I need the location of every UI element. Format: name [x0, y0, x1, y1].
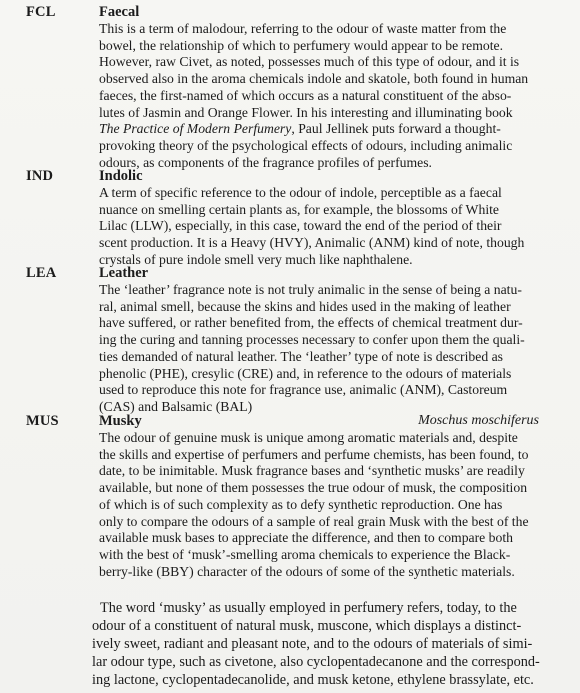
body-line-rest: , Paul Jellinek puts forward a thought-: [291, 121, 501, 137]
body-line: nuance on smelling certain plants as, for example, the blossoms of White: [99, 201, 500, 217]
body-line: ral, animal smell, because the skins and hides used in the making of leather: [99, 298, 511, 314]
body-line: crystals of pure indole smell very much like naphthalene.: [99, 251, 413, 267]
body-line: of which is of such complexity as to defy synthetic reproduction. One has: [99, 496, 503, 512]
entry-body: [99, 21, 539, 171]
body-line: The odour of genuine musk is unique among aromatic materials and, despite: [99, 430, 518, 445]
body-line: (CAS) and Balsamic (BAL): [99, 398, 253, 414]
body-line: used to reproduce this note for fragrance use, animalic (ANM), Castoreum: [99, 382, 508, 398]
entry-content: [99, 412, 539, 580]
body-line: This is a term of malodour, referring to the odour of waste matter from the: [99, 21, 507, 36]
entry-heading: Leather: [99, 265, 149, 281]
musky-paragraph: [92, 600, 562, 690]
body-line: ing the curing and tanning processes necessary to confer upon them the quali-: [99, 332, 525, 348]
latin-name: Moschus moschiferus: [418, 413, 539, 428]
paragraph-line: The word ‘musky’ as usually employed in perfumery refers, today, to the: [100, 600, 517, 616]
body-line: The ‘leather’ fragrance note is not truly animalic in the sense of being a natu-: [99, 282, 522, 297]
paragraph-line: ively sweet, radiant and pleasant note, and to the odours of materials of simi-: [92, 635, 533, 652]
entry-code: LEA: [26, 265, 57, 281]
body-line: available, but none of them possesses the true odour of musk, the composition: [99, 480, 528, 496]
entry-body: [99, 185, 539, 269]
entry-body: [99, 430, 539, 580]
body-line: faeces, the first-named of which occurs as a natural constituent of the abso-: [99, 87, 512, 103]
paragraph-line: ing lactone, cyclopentadecanolide, and musk ketone, ethylene brassylate, etc.: [92, 671, 534, 688]
body-line: odours, as components of the fragrance profiles of perfumes.: [99, 154, 432, 170]
entry-content: [99, 167, 539, 269]
paragraph-line: lar odour type, such as civetone, also cyclopentadecanone and the correspond-: [92, 653, 540, 670]
body-line: A term of specific reference to the odour of indole, perceptible as a faecal: [99, 185, 502, 200]
body-line: with the best of ‘musk’-smelling aroma chemicals to experience the Black-: [99, 546, 511, 562]
body-line: However, raw Civet, as noted, possesses much of this type of odour, and it is: [99, 54, 520, 70]
entry-content: [99, 264, 539, 416]
body-line: phenolic (PHE), cresylic (CRE) and, in reference to the odours of materials: [99, 365, 512, 381]
entry-heading-row: [99, 412, 539, 430]
body-line: berry-like (BBY) character of the odours of some of the synthetic materials.: [99, 563, 515, 579]
entry-code: FCL: [26, 4, 56, 20]
body-line: only to compare the odours of a sample of real grain Musk with the best of the: [99, 513, 529, 529]
entry-body: [99, 282, 539, 416]
body-line: available musk bases to appreciate the difference, and then to compare both: [99, 530, 514, 546]
body-line: date, to be inimitable. Musk fragrance bases and ‘synthetic musks’ are readily: [99, 463, 525, 479]
body-line: ties demanded of natural leather. The ‘leather’ type of note is described as: [99, 348, 504, 364]
entry-heading: Faecal: [99, 4, 140, 20]
body-line: lutes of Jasmin and Orange Flower. In his interesting and illuminating book: [99, 104, 513, 120]
entry-heading: Indolic: [99, 168, 143, 184]
entry-code: IND: [26, 168, 54, 184]
paragraph-line: odour of a constituent of natural musk, muscone, which displays a distinct-: [92, 617, 522, 634]
body-line: the skills and expertise of perfumers and perfume chemists, has been found, to: [99, 446, 529, 462]
body-line: scent production. It is a Heavy (HVY), Animalic (ANM) kind of note, though: [99, 235, 525, 251]
body-line: provoking theory of the psychological effects of odours, including animalic: [99, 137, 513, 153]
entry-code: MUS: [26, 413, 59, 429]
body-line: Lilac (LLW), especially, in this case, toward the end of the period of their: [99, 218, 502, 234]
body-line: have suffered, or rather benefited from, the effects of chemical treatment dur-: [99, 315, 523, 331]
body-line: observed also in the aroma chemicals indole and skatole, both found in human: [99, 71, 529, 87]
body-line-with-book-title: [99, 121, 539, 138]
entry-content: [99, 3, 539, 171]
book-title: The Practice of Modern Perfumery: [99, 121, 292, 137]
body-line: bowel, the relationship of which to perfumery would appear to be remote.: [99, 37, 504, 53]
entry-heading: Musky: [99, 413, 142, 429]
